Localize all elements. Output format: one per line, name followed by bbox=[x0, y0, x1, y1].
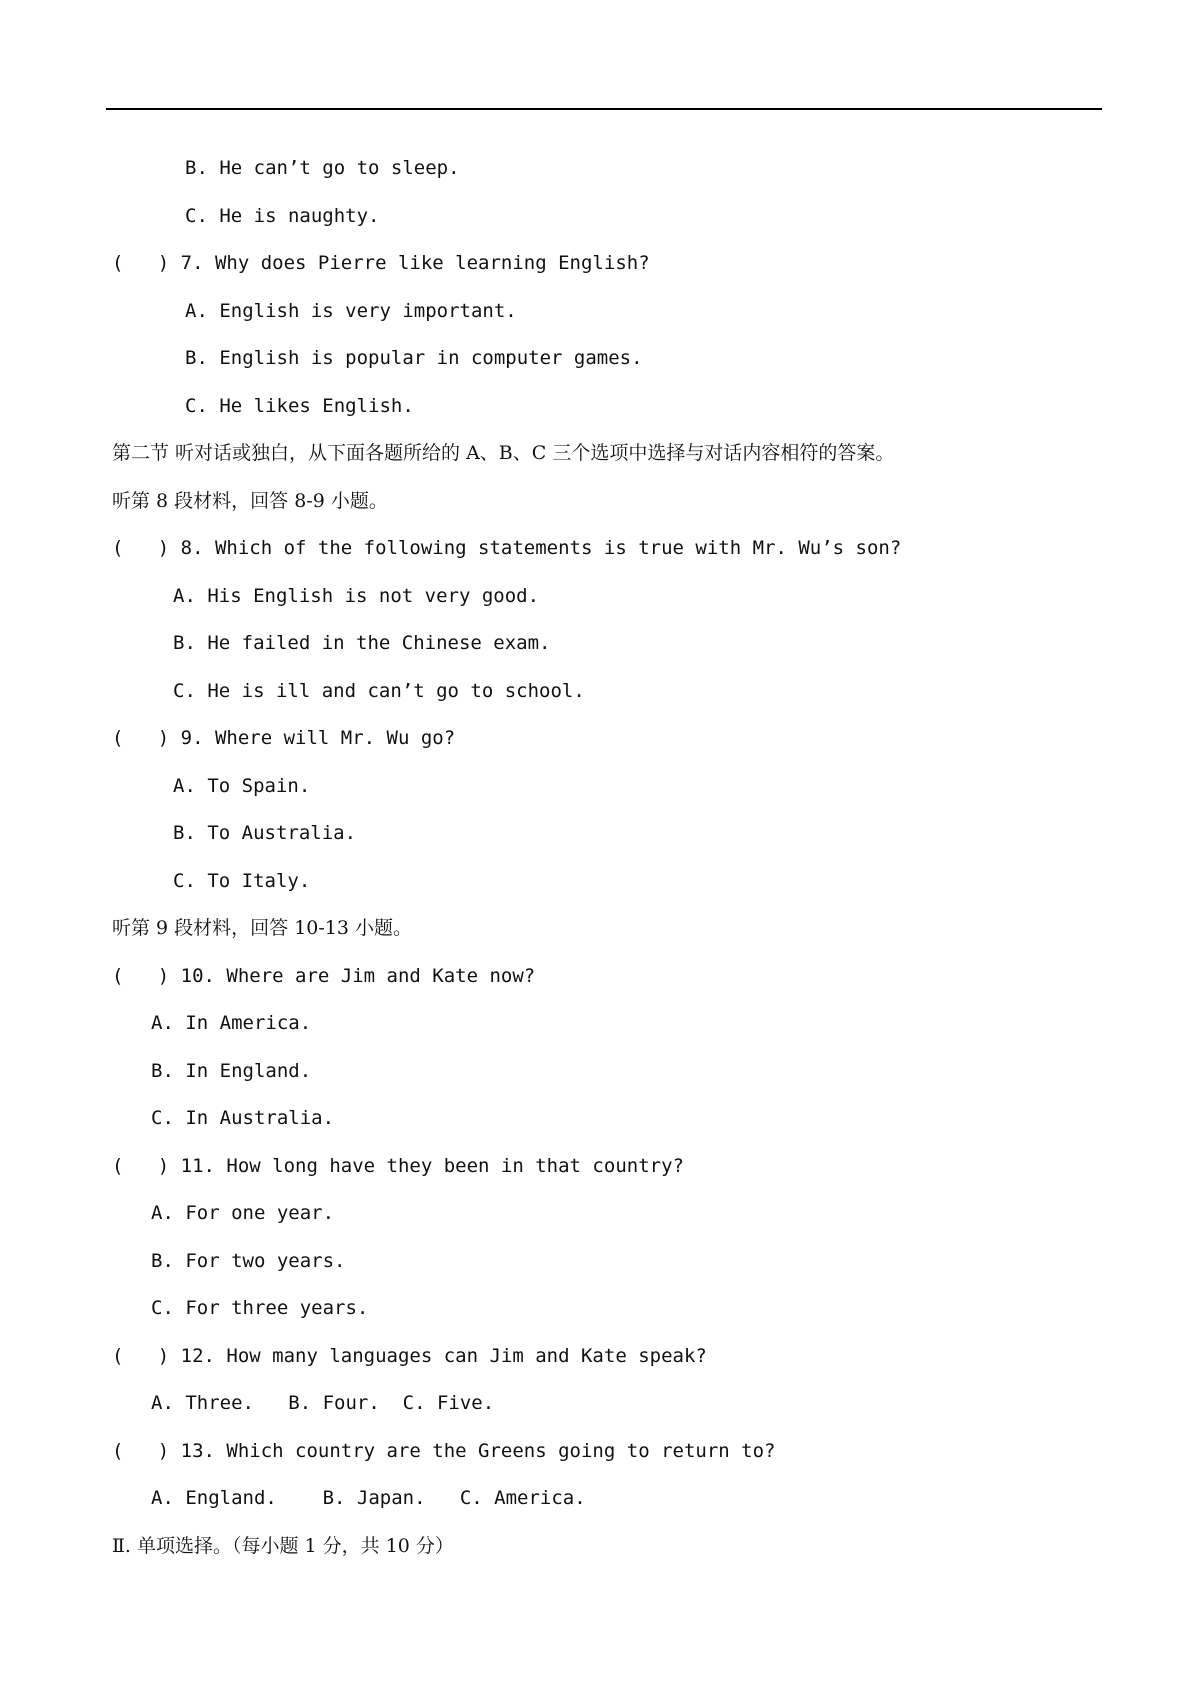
q7-option-b: B. English is popular in computer games. bbox=[185, 347, 643, 369]
q9-option-a: A. To Spain. bbox=[173, 775, 311, 797]
q8-option-b: B. He failed in the Chinese exam. bbox=[173, 632, 551, 654]
q11-option-c: C. For three years. bbox=[151, 1297, 369, 1319]
q8-option-a: A. His English is not very good. bbox=[173, 585, 540, 607]
q6-option-b: B. He can’t go to sleep. bbox=[185, 157, 460, 179]
section-2-heading: 第二节 听对话或独白，从下面各题所给的 A、B、C 三个选项中选择与对话内容相符的答案。 bbox=[112, 442, 895, 464]
q9-option-c: C. To Italy. bbox=[173, 870, 311, 892]
q10-option-b: B. In England. bbox=[151, 1060, 312, 1082]
q11-option-b: B. For two years. bbox=[151, 1250, 346, 1272]
q11-option-a: A. For one year. bbox=[151, 1202, 335, 1224]
question-7: ( ) 7. Why does Pierre like learning English? bbox=[112, 252, 650, 274]
q13-options: A. England. B. Japan. C. America. bbox=[151, 1487, 586, 1509]
question-11: ( ) 11. How long have they been in that country? bbox=[112, 1155, 684, 1177]
question-9: ( ) 9. Where will Mr. Wu go? bbox=[112, 727, 456, 749]
q10-option-c: C. In Australia. bbox=[151, 1107, 335, 1129]
question-8: ( ) 8. Which of the following statements is true with Mr. Wu’s son? bbox=[112, 537, 902, 559]
material-9-instruction: 听第 9 段材料，回答 10-13 小题。 bbox=[112, 917, 413, 939]
header-rule bbox=[106, 108, 1102, 110]
q6-option-c: C. He is naughty. bbox=[185, 205, 380, 227]
question-13: ( ) 13. Which country are the Greens going to return to? bbox=[112, 1440, 776, 1462]
q8-option-c: C. He is ill and can’t go to school. bbox=[173, 680, 585, 702]
q9-option-b: B. To Australia. bbox=[173, 822, 357, 844]
q7-option-c: C. He likes English. bbox=[185, 395, 414, 417]
question-12: ( ) 12. How many languages can Jim and Kate speak? bbox=[112, 1345, 707, 1367]
part-2-heading: Ⅱ. 单项选择。（每小题 1 分，共 10 分） bbox=[112, 1535, 454, 1557]
material-8-instruction: 听第 8 段材料，回答 8-9 小题。 bbox=[112, 490, 388, 512]
q12-options: A. Three. B. Four. C. Five. bbox=[151, 1392, 495, 1414]
q7-option-a: A. English is very important. bbox=[185, 300, 517, 322]
question-10: ( ) 10. Where are Jim and Kate now? bbox=[112, 965, 536, 987]
q10-option-a: A. In America. bbox=[151, 1012, 312, 1034]
